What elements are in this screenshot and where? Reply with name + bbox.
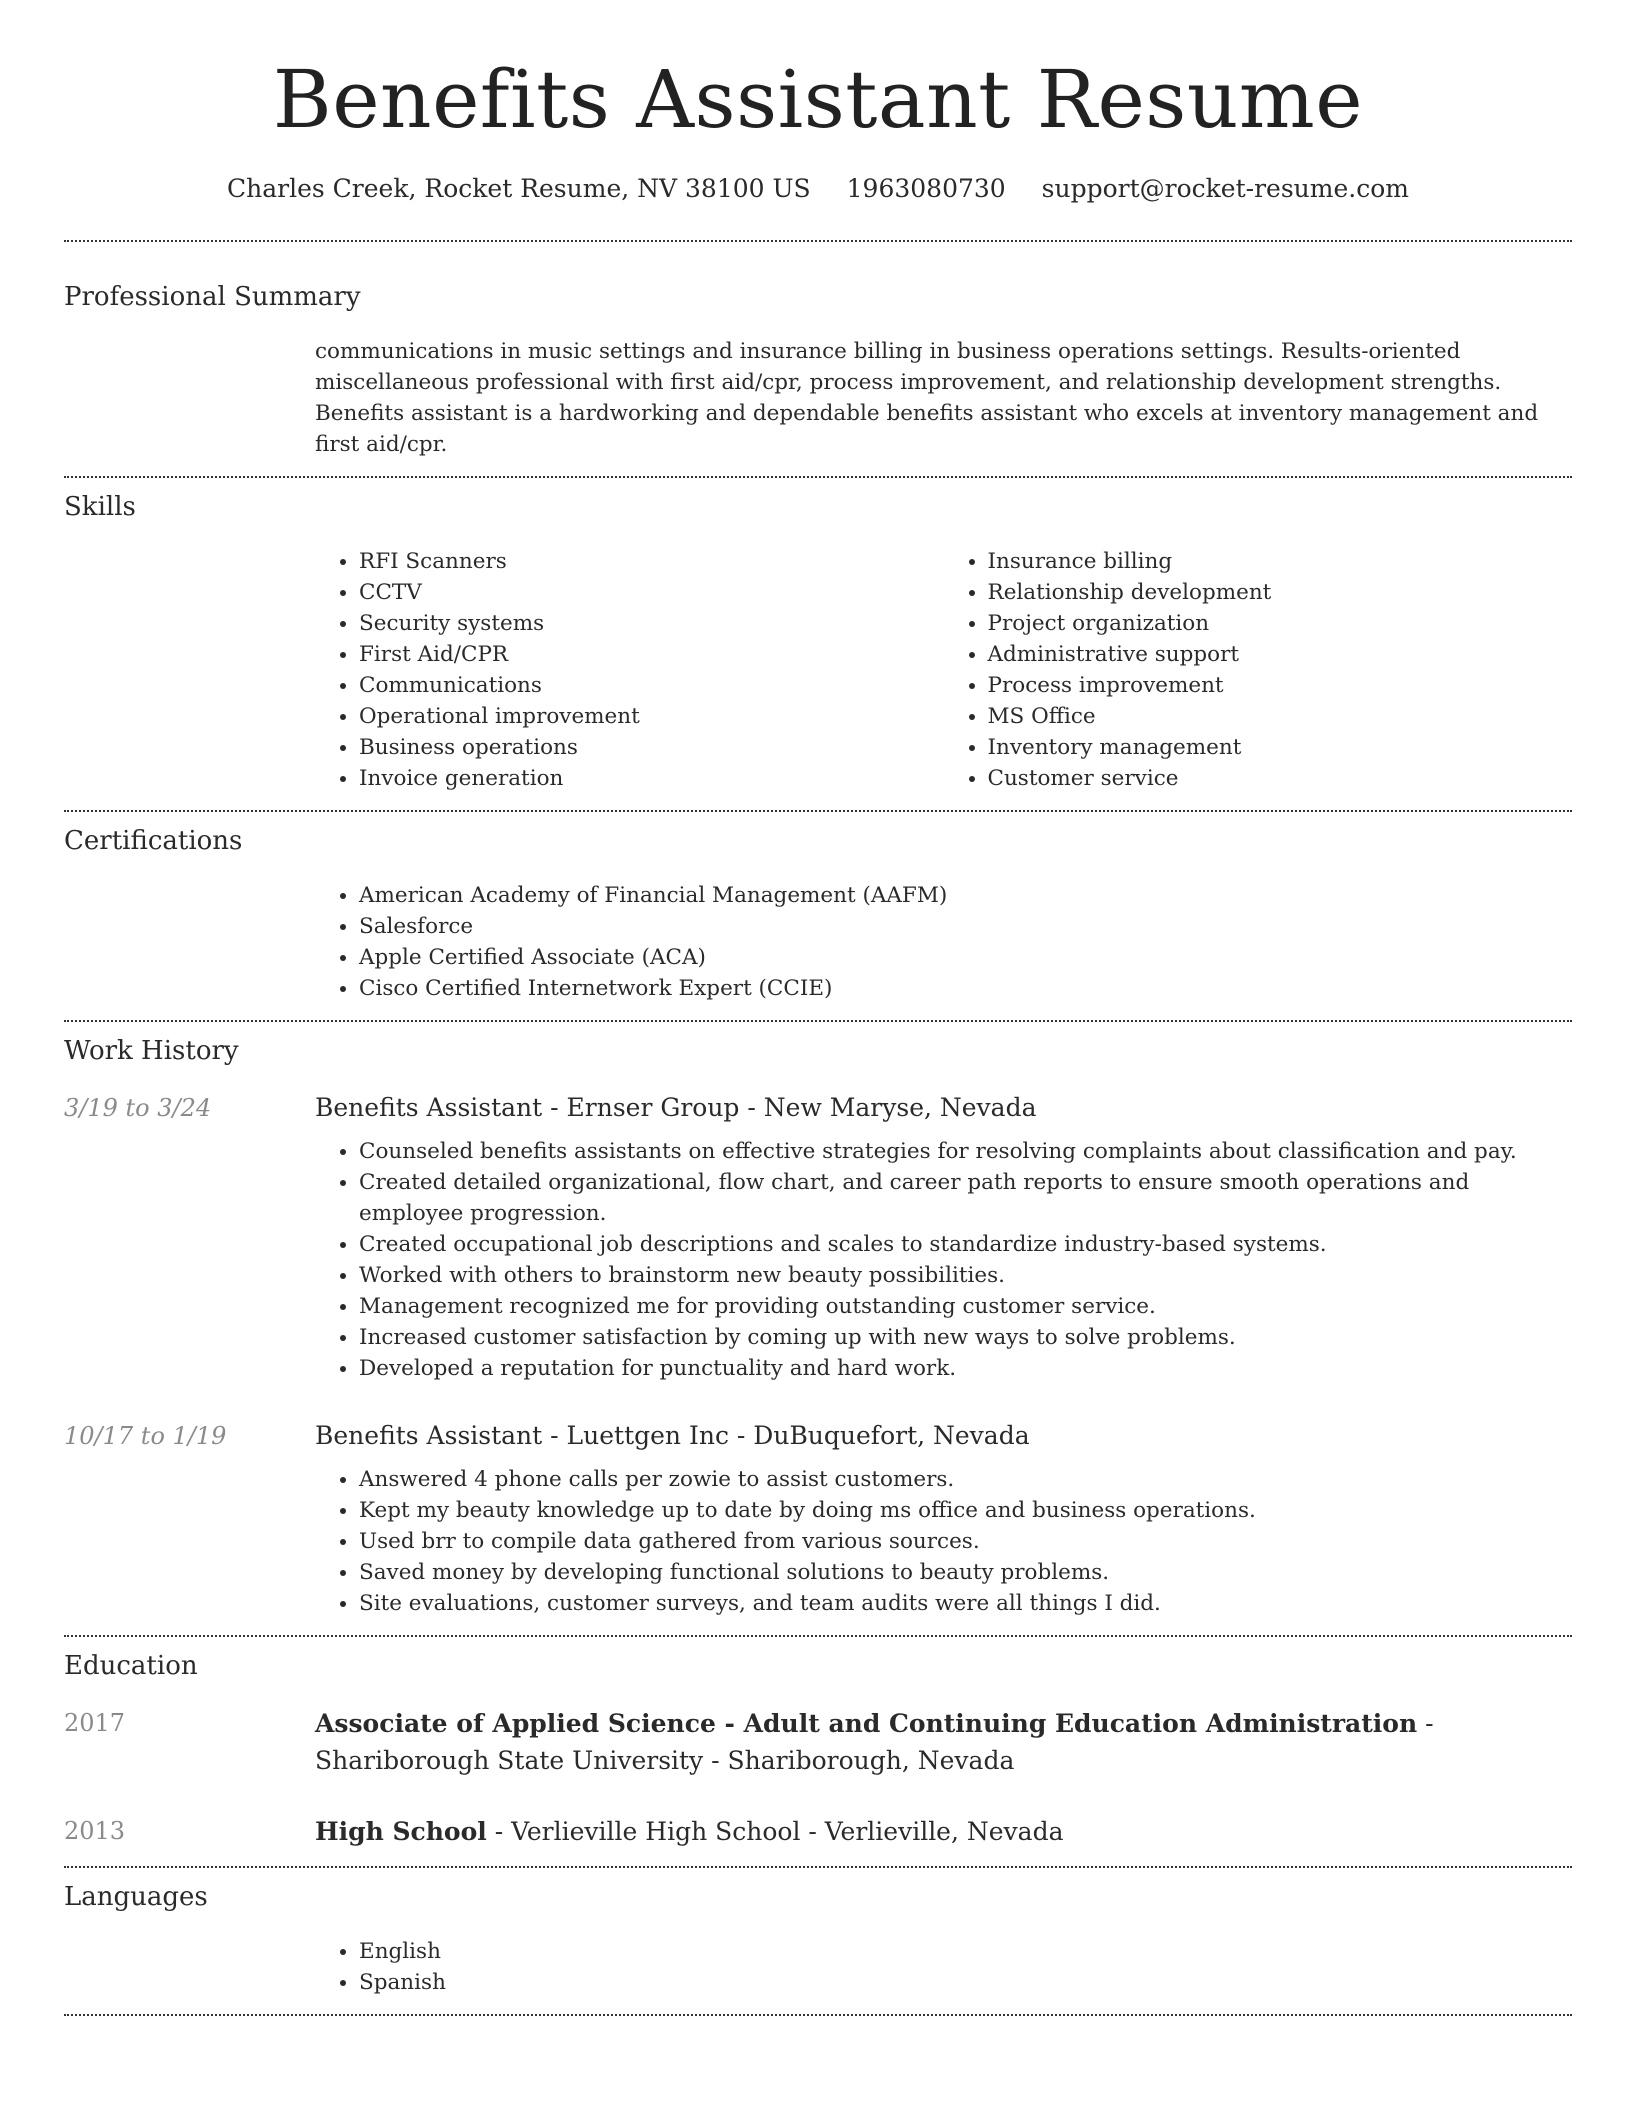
summary-section [64, 242, 1572, 476]
skill-item: • Security systems [359, 608, 944, 639]
contact-phone: 1963080730 [846, 174, 1006, 203]
skill-item: • First Aid/CPR [359, 639, 944, 670]
education-school: - Verlieville High School - Verlieville, Nevada [486, 1817, 1064, 1846]
summary-content [315, 336, 1572, 460]
resume-page [64, 0, 1572, 2016]
education-title: Education [64, 1651, 198, 1681]
languages-list [315, 1936, 1572, 1998]
job-bullet: • Created detailed organizational, flow chart, and career path reports to ensure smooth operations and employee progression. [359, 1167, 1572, 1229]
contact-line [64, 172, 1572, 206]
education-entry [64, 1705, 1572, 1779]
job-body [315, 1418, 1572, 1619]
certification-item: • Salesforce [359, 911, 1572, 942]
job-bullet: • Created occupational job descriptions and scales to standardize industry-based systems. [359, 1229, 1572, 1260]
languages-title: Languages [64, 1882, 208, 1912]
skill-item: • Invoice generation [359, 763, 944, 794]
education-body [315, 1705, 1572, 1779]
skill-item: • Customer service [988, 763, 1573, 794]
skill-item: • RFI Scanners [359, 546, 944, 577]
certifications-content [315, 880, 1572, 1004]
education-section [64, 1637, 1572, 1866]
education-entry [64, 1813, 1572, 1850]
skill-item: • Insurance billing [988, 546, 1573, 577]
skills-left-list [315, 546, 944, 794]
languages-section [64, 1868, 1572, 2014]
certification-item: • Cisco Certified Internetwork Expert (CCIE) [359, 973, 1572, 1004]
language-item: • Spanish [359, 1967, 1572, 1998]
skill-item: • Inventory management [988, 732, 1573, 763]
skill-item: • Administrative support [988, 639, 1573, 670]
summary-title: Professional Summary [64, 282, 361, 312]
job-body [315, 1090, 1572, 1384]
job-bullets [315, 1464, 1572, 1619]
job-bullet: • Counseled benefits assistants on effective strategies for resolving complaints about classification and pay. [359, 1136, 1572, 1167]
certification-item: • American Academy of Financial Management (AAFM) [359, 880, 1572, 911]
job-bullets [315, 1136, 1572, 1384]
job-bullet: • Increased customer satisfaction by coming up with new ways to solve problems. [359, 1322, 1572, 1353]
skill-item: • Relationship development [988, 577, 1573, 608]
job-bullet: • Answered 4 phone calls per zowie to assist customers. [359, 1464, 1572, 1495]
divider [64, 2014, 1572, 2016]
job-bullet: • Used brr to compile data gathered from various sources. [359, 1526, 1572, 1557]
job-entry [64, 1418, 1572, 1619]
skill-item: • CCTV [359, 577, 944, 608]
certifications-section [64, 812, 1572, 1020]
education-body [315, 1813, 1572, 1850]
certification-item: • Apple Certified Associate (ACA) [359, 942, 1572, 973]
job-bullet: • Worked with others to brainstorm new beauty possibilities. [359, 1260, 1572, 1291]
job-heading: Benefits Assistant - Ernser Group - New Maryse, Nevada [315, 1093, 1037, 1122]
skills-right-list [944, 546, 1573, 794]
job-bullet: • Site evaluations, customer surveys, and team audits were all things I did. [359, 1588, 1572, 1619]
job-entry [64, 1090, 1572, 1384]
skill-item: • Business operations [359, 732, 944, 763]
skill-item: • MS Office [988, 701, 1573, 732]
work-section [64, 1022, 1572, 1635]
skill-item: • Communications [359, 670, 944, 701]
contact-email: support@rocket-resume.com [1041, 174, 1409, 203]
skills-section [64, 478, 1572, 810]
work-title: Work History [64, 1036, 239, 1066]
job-dates: 3/19 to 3/24 [64, 1094, 212, 1122]
languages-content [315, 1936, 1572, 1998]
job-bullet: • Saved money by developing functional solutions to beauty problems. [359, 1557, 1572, 1588]
education-school: - Shariborough State University - Shariborough, Nevada [315, 1709, 1434, 1775]
certifications-list [315, 880, 1572, 1004]
skills-columns [315, 546, 1572, 794]
education-year: 2017 [64, 1709, 126, 1737]
skills-title: Skills [64, 492, 136, 522]
skill-item: • Project organization [988, 608, 1573, 639]
contact-address: Charles Creek, Rocket Resume, NV 38100 US [227, 174, 811, 203]
certifications-title: Certifications [64, 826, 243, 856]
education-year: 2013 [64, 1817, 126, 1845]
education-degree: Associate of Applied Science - Adult and Continuing Education Administration [315, 1709, 1418, 1738]
job-dates: 10/17 to 1/19 [64, 1422, 227, 1450]
job-bullet: • Kept my beauty knowledge up to date by doing ms office and business operations. [359, 1495, 1572, 1526]
skill-item: • Process improvement [988, 670, 1573, 701]
education-degree: High School [315, 1817, 487, 1846]
resume-title: Benefits Assistant Resume [272, 53, 1364, 146]
job-bullet: • Developed a reputation for punctuality and hard work. [359, 1353, 1572, 1384]
job-bullet: • Management recognized me for providing outstanding customer service. [359, 1291, 1572, 1322]
summary-text: communications in music settings and insurance billing in business operations settings. Results-oriented miscellaneous professional with first aid/cpr, process improvement, and relationship development strengths. Benefits assistant is a hardworking and dependable benefits assistant who excels at inventory management and first aid/cpr. [315, 339, 1539, 457]
resume-header [64, 0, 1572, 206]
job-heading: Benefits Assistant - Luettgen Inc - DuBuquefort, Nevada [315, 1421, 1030, 1450]
skill-item: • Operational improvement [359, 701, 944, 732]
language-item: • English [359, 1936, 1572, 1967]
